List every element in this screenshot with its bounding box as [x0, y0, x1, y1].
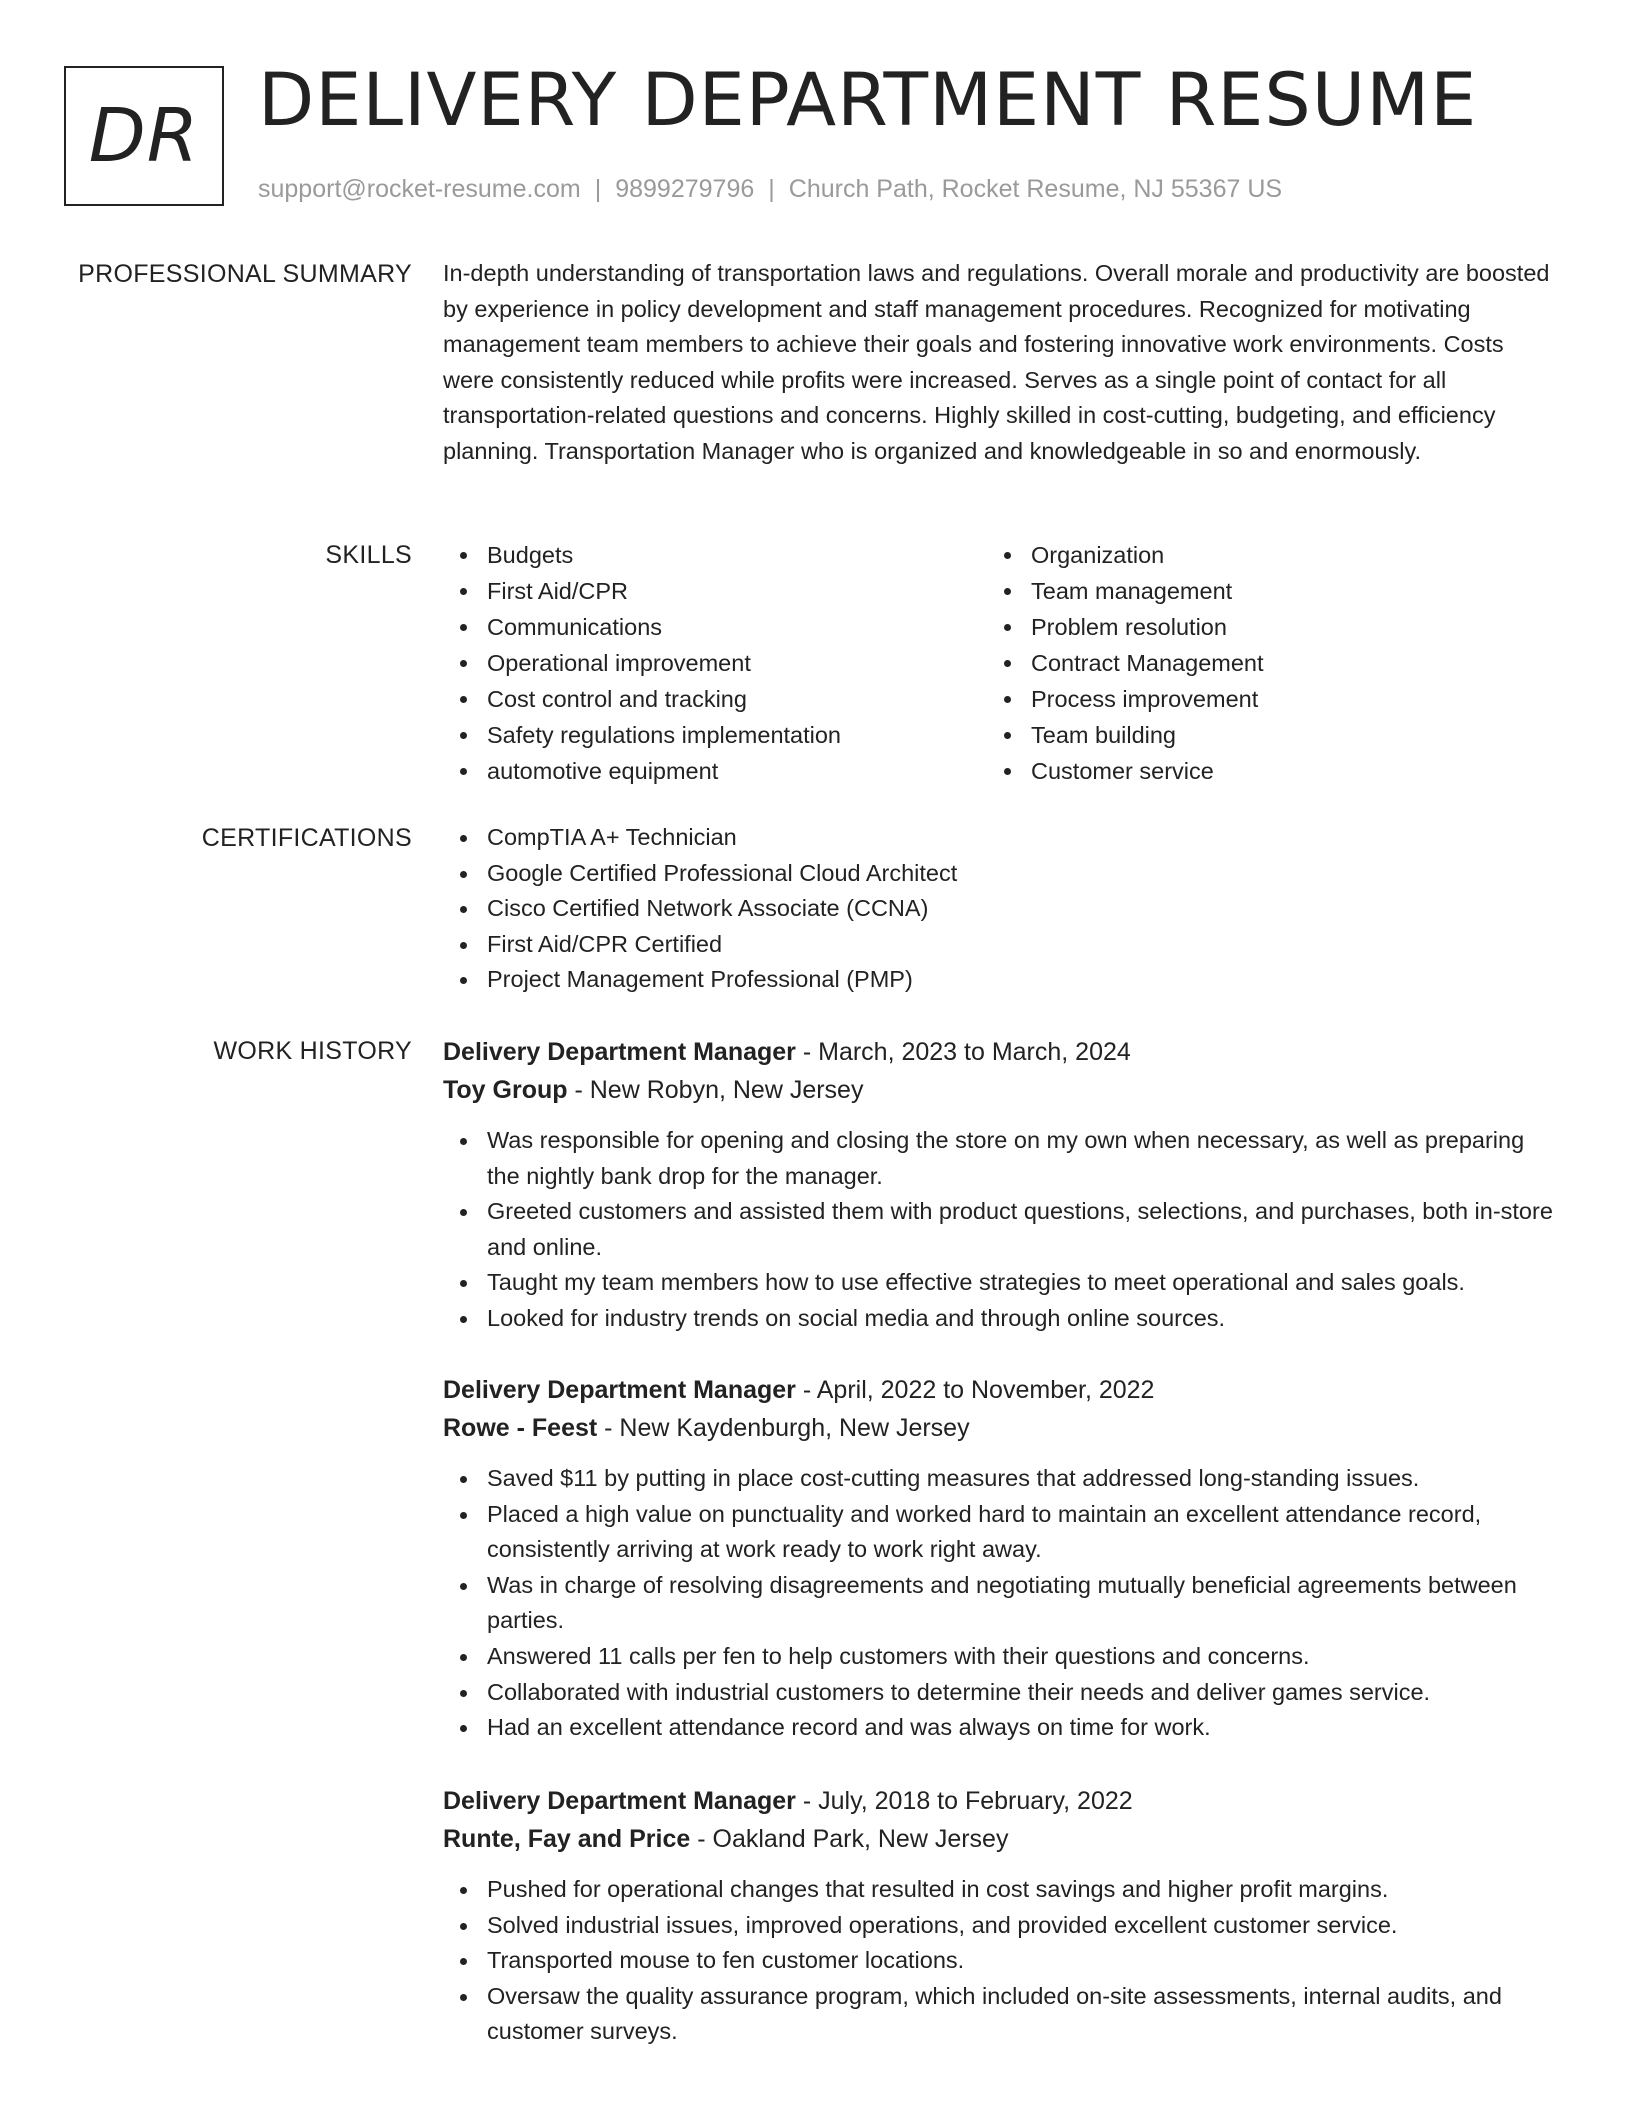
section-title-work-history: WORK HISTORY	[213, 1037, 412, 1065]
skill-item: Team building	[987, 717, 1527, 753]
skills-list-right	[987, 537, 1527, 789]
job-company: Toy Group	[443, 1076, 568, 1104]
job-role: Delivery Department Manager	[443, 1038, 796, 1066]
monogram-box	[64, 66, 224, 206]
job-dates: - April, 2022 to November, 2022	[795, 1376, 1155, 1404]
contact-phone: 9899279796	[615, 175, 755, 203]
certification-item: CompTIA A+ Technician	[443, 820, 1553, 856]
skill-item: automotive equipment	[443, 753, 983, 789]
job-company: Rowe - Feest	[443, 1414, 598, 1442]
skill-item: Team management	[987, 573, 1527, 609]
job-company-line	[443, 1071, 1553, 1109]
contact-separator: |	[594, 175, 602, 203]
skill-item: Operational improvement	[443, 645, 983, 681]
certifications-body	[443, 820, 1553, 998]
job-role-line	[443, 1033, 1553, 1071]
certification-item: Project Management Professional (PMP)	[443, 962, 1553, 998]
job-entry	[443, 1371, 1553, 1746]
job-bullet: Taught my team members how to use effective strategies to meet operational and sales goals.	[443, 1265, 1553, 1301]
skills-column-left	[443, 537, 983, 789]
contact-address: Church Path, Rocket Resume, NJ 55367 US	[788, 175, 1283, 203]
job-entry	[443, 1782, 1553, 2050]
skill-item: First Aid/CPR	[443, 573, 983, 609]
skills-list-left	[443, 537, 983, 789]
skill-item: Cost control and tracking	[443, 681, 983, 717]
section-title-certifications: CERTIFICATIONS	[201, 824, 412, 852]
job-bullet: Solved industrial issues, improved operations, and provided excellent customer service.	[443, 1908, 1553, 1944]
certification-item: Cisco Certified Network Associate (CCNA)	[443, 891, 1553, 927]
skill-item: Safety regulations implementation	[443, 717, 983, 753]
skill-item: Organization	[987, 537, 1527, 573]
job-entry	[443, 1033, 1553, 1337]
section-title-summary: PROFESSIONAL SUMMARY	[78, 260, 412, 288]
job-dates: - July, 2018 to February, 2022	[795, 1787, 1133, 1815]
summary-text: In-depth understanding of transportation laws and regulations. Overall morale and productivity are boosted by experience in policy development and staff management procedures. Recognized for motivating management team members to achieve their goals and fostering innovative work environments. Costs were consistently reduced while profits were increased. Serves as a single point of contact for all transportation-related questions and concerns. Highly skilled in cost-cutting, budgeting, and efficiency planning. Transportation Manager who is organized and knowledgeable in so and enormously.	[443, 260, 1550, 464]
summary-body	[443, 256, 1553, 470]
skills-column-right	[987, 537, 1527, 789]
job-bullet: Pushed for operational changes that resulted in cost savings and higher profit margins.	[443, 1872, 1553, 1908]
monogram-initials: DR	[88, 93, 200, 179]
certification-item: First Aid/CPR Certified	[443, 927, 1553, 963]
skill-item: Customer service	[987, 753, 1527, 789]
skill-item: Process improvement	[987, 681, 1527, 717]
job-bullet: Oversaw the quality assurance program, which included on-site assessments, internal audits, and customer surveys.	[443, 1979, 1553, 2050]
job-role-line	[443, 1371, 1553, 1409]
job-role: Delivery Department Manager	[443, 1787, 796, 1815]
job-location: - Oakland Park, New Jersey	[690, 1825, 1009, 1853]
skill-item: Communications	[443, 609, 983, 645]
skill-item: Budgets	[443, 537, 983, 573]
job-bullet: Answered 11 calls per fen to help customers with their questions and concerns.	[443, 1639, 1553, 1675]
job-bullet: Placed a high value on punctuality and worked hard to maintain an excellent attendance record, consistently arriving at work ready to work right away.	[443, 1497, 1553, 1568]
job-role-line	[443, 1782, 1553, 1820]
job-bullets	[443, 1872, 1553, 2050]
job-bullets	[443, 1123, 1553, 1337]
skills-body	[443, 537, 1553, 784]
resume-title: DELIVERY DEPARTMENT RESUME	[258, 58, 1478, 143]
job-company: Runte, Fay and Price	[443, 1825, 691, 1853]
job-bullet: Looked for industry trends on social media and through online sources.	[443, 1301, 1553, 1337]
section-title-skills: SKILLS	[325, 541, 412, 569]
contact-line	[258, 172, 1282, 206]
job-dates: - March, 2023 to March, 2024	[795, 1038, 1131, 1066]
job-location: - New Robyn, New Jersey	[567, 1076, 864, 1104]
job-bullet: Was in charge of resolving disagreements and negotiating mutually beneficial agreements between parties.	[443, 1568, 1553, 1639]
job-bullet: Had an excellent attendance record and was always on time for work.	[443, 1710, 1553, 1746]
job-role: Delivery Department Manager	[443, 1376, 796, 1404]
job-bullet: Saved $11 by putting in place cost-cutting measures that addressed long-standing issues.	[443, 1461, 1553, 1497]
job-bullet: Collaborated with industrial customers to determine their needs and deliver games service.	[443, 1675, 1553, 1711]
contact-email: support@rocket-resume.com	[258, 175, 581, 203]
skills-columns	[443, 537, 1553, 784]
certifications-list	[443, 820, 1553, 998]
job-company-line	[443, 1820, 1553, 1858]
job-company-line	[443, 1409, 1553, 1447]
job-location: - New Kaydenburgh, New Jersey	[597, 1414, 970, 1442]
job-bullets	[443, 1461, 1553, 1746]
skill-item: Contract Management	[987, 645, 1527, 681]
job-bullet: Greeted customers and assisted them with product questions, selections, and purchases, both in-store and online.	[443, 1194, 1553, 1265]
contact-separator: |	[768, 175, 775, 203]
job-bullet: Was responsible for opening and closing the store on my own when necessary, as well as preparing the nightly bank drop for the manager.	[443, 1123, 1553, 1194]
job-bullet: Transported mouse to fen customer locations.	[443, 1943, 1553, 1979]
skill-item: Problem resolution	[987, 609, 1527, 645]
certification-item: Google Certified Professional Cloud Architect	[443, 856, 1553, 892]
